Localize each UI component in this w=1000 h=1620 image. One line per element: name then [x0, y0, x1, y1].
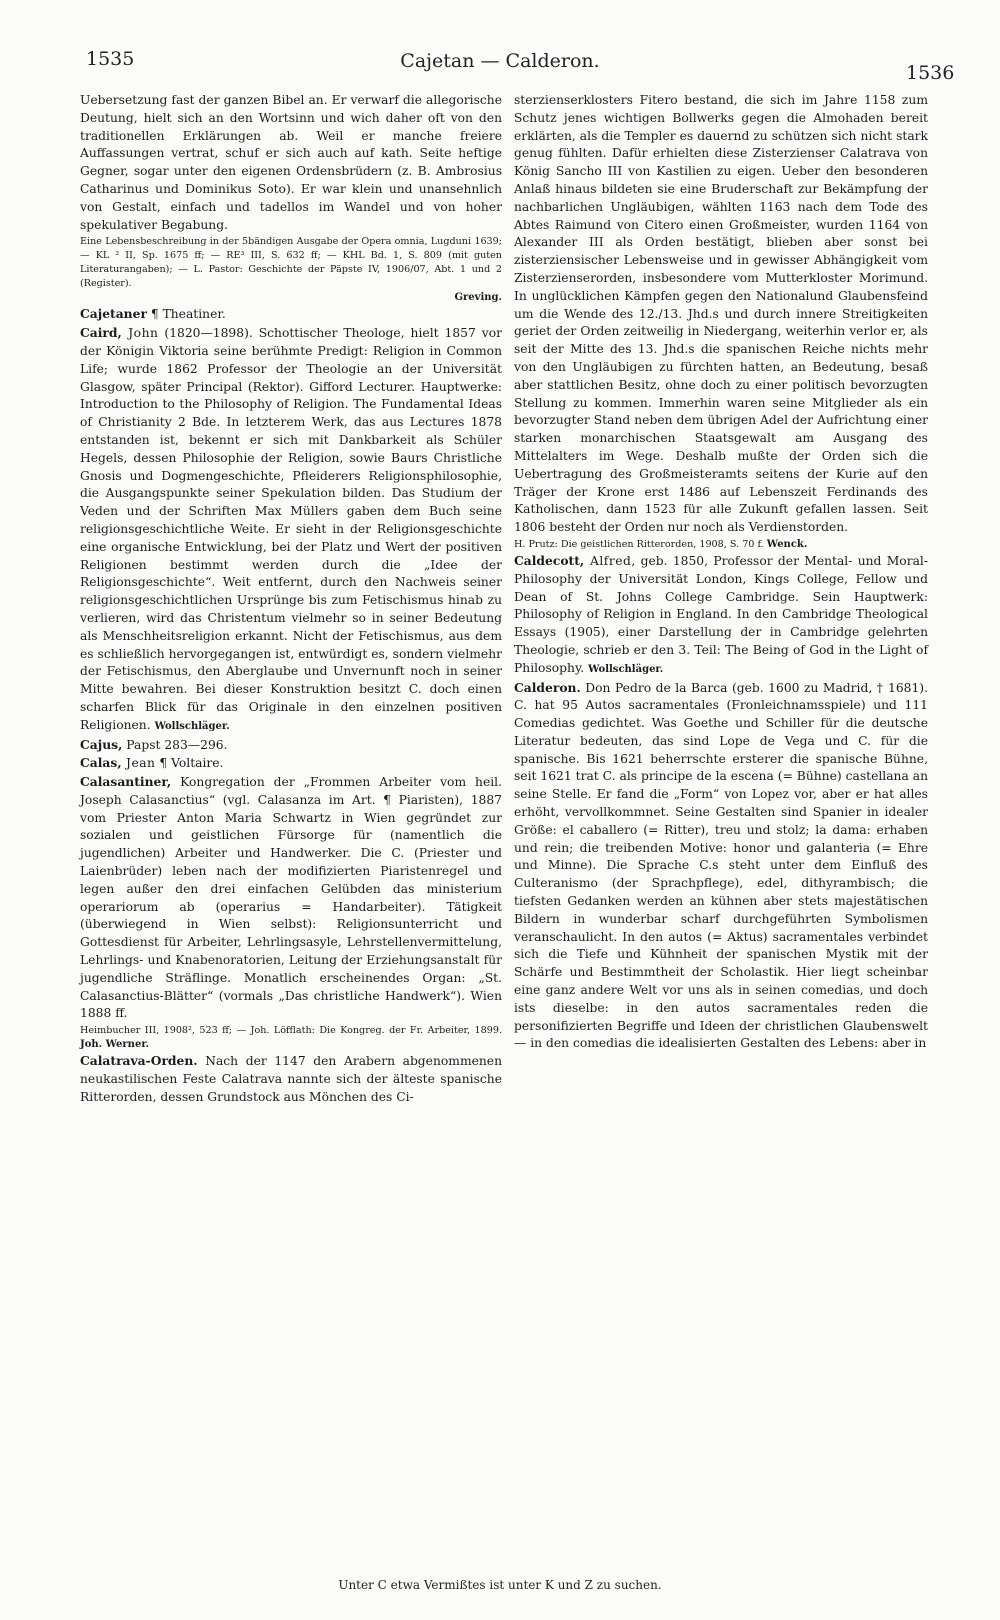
- calatrava-literature-text: H. Prutz: Die geistlichen Ritterorden, 1908, S. 70 f.: [514, 538, 764, 550]
- entry-forename: Jean: [121, 756, 156, 771]
- entry-headword: Calatrava-Orden.: [80, 1053, 198, 1069]
- entry-text: Don Pedro de la Barca (geb. 1600 zu Madrid, † 1681). C. hat 95 Autos sacramentales (Fronleichnamsspiele) und 111 Comedias gedichtet. Was Goethe und Schiller für die deutsche Literatur bedeuten, das sind Lope de Vega und C. für die spanische. Bis 1621 beherrschte ersterer die spanische Bühne, seit 1621 trat C. als principe de la escena (= Bühne) castellana an seine Stelle. Er fand die „Form“ von Lopez vor, aber er hat alles erhöht, vervollkommnet. Seine Gestalten sind Spanier in idealer Größe: el caballero (= Ritter), treu und stolz; la dama: erhaben und rein; die treibenden Motive: honor und galanteria (= Ehre und Minne). Die Sprache C.s steht unter dem Einfluß des Culteranismo (der Sprachpflege), edel, dithyrambisch; die tiefsten Gedanken werden an kühnen aber stets majestätischen Bildern in wunderbar scharf durchgeführten Symbolismen veranschaulicht. In den autos (= Aktus) sacramentales verbindet sich die Tiefe und Kühnheit der spanischen Mystik mit der Schärfe und Bestimmtheit der Scholastik. Hier liegt scheinbar eine ganz andere Welt vor uns als in seinen comedias, und doch ists dieselbe: in den autos sacramentales reden die personifizierten Begriffe und Ideen der christlichen Glaubenswelt — in den comedias die idealisierten Gestalten des Lebens: aber in: [514, 680, 928, 1051]
- entry-text: Papst 283—296.: [122, 737, 228, 752]
- running-title: Cajetan — Calderon.: [400, 50, 600, 72]
- author-signature: Joh. Werner.: [80, 1039, 150, 1051]
- entry-headword: Calasantiner,: [80, 774, 172, 790]
- entry-calderon: [514, 679, 928, 1054]
- entry-text: , geb. 1850, Professor der Mental- und Moral-Philosophy der Universität London, Kings College, Fellow und Dean of St. Johns College Cambridge. Sein Hauptwerk: Philosophy of Religion in England. In den Cambridge Theological Essays (1905), einer Darstellung der in Cambridge gelehrten Theologie, schrieb er den 3. Teil: The Being of God in the Light of Philosophy.: [514, 553, 928, 675]
- entry-text: ¶ Theatiner.: [146, 307, 226, 322]
- author-signature: Wollschläger.: [588, 663, 664, 675]
- entry-forename: Alfred: [584, 553, 632, 568]
- cajetan-literature: [80, 235, 502, 305]
- page-number-left: 1535: [86, 48, 135, 70]
- author-signature: Greving.: [454, 292, 502, 304]
- cajetan-literature-text: Eine Lebensbeschreibung in der 5bändigen Ausgabe der Opera omnia, Lugduni 1639; — KL ² II, Sp. 1675 ff; — RE³ III, S. 632 ff; — KHL Bd. 1, S. 809 (mit guten Literaturangaben); — L. Pastor: Geschichte der Päpste IV, 1906/07, Abt. 1 und 2 (Register).: [80, 236, 502, 290]
- author-signature: Wenck.: [766, 538, 808, 550]
- left-column: [80, 92, 502, 1107]
- entry-text: ¶ Voltaire.: [155, 756, 224, 771]
- entry-caldecott: [514, 552, 928, 679]
- entry-headword: Cajus,: [80, 736, 123, 752]
- entry-text: Kongregation der „Frommen Arbeiter vom heil. Joseph Calasanctius“ (vgl. Calasanza im Art. ¶ Piaristen), 1887 vom Priester Anton Maria Schwartz in Wien gegründet zur sozialen und geistlichen Fürsorge für (namentlich die jugendlichen) Arbeiter und Handwerker. Die C. (Priester und Laienbrüder) leben nach der modifizierten Piaristenregel und legen außer den drei einfachen Gelübden das ministerium operariorum ab (operarius = Handarbeiter). Tätigkeit (überwiegend in Wien selbst): Religionsunterricht und Gottesdienst für Arbeiter, Lehrlingsasyle, Lehrstellenvermittelung, Lehrlings- und Knabenoratorien, Leitung der Erziehungsanstalt für jugendliche Sträflinge. Monatlich erscheinendes Organ: „St. Calasanctius-Blätter“ (vormals „Das christliche Handwerk“). Wien 1888 ff.: [80, 775, 502, 1021]
- entry-headword: Caldecott,: [514, 552, 585, 568]
- entry-forename: John: [121, 326, 159, 341]
- calasantiner-literature: [80, 1024, 502, 1052]
- entry-cajetaner: [80, 305, 502, 324]
- entry-calatrava-orden: [80, 1052, 502, 1106]
- entry-calas: [80, 754, 502, 773]
- entry-headword: Caird,: [80, 325, 122, 341]
- entry-text: (1820—1898). Schottischer Theologe, hielt 1857 vor der Königin Viktoria seine berühmte Predigt: Religion in Common Life; wurde 1862 Professor der Theologie an der Universität Glasgow, später Principal (Rektor). Gifford Lecturer. Hauptwerke: Introduction to the Philosophy of Religion. The Fundamental Ideas of Christianity 2 Bde. In letzterem Werk, das aus Lectures 1878 entstanden ist, bekennt er sich mit Dankbarkeit als Schüler Hegels, dessen Philosophie der Religion, sowie Baurs Christliche Gnosis und Dogmengeschichte, Pfleiderers Religionsphilosophie, die Ausgangspunkte seiner Spekulation bilden. Das Studium der Veden und der Schriften Max Müllers gaben dem Buch seine religionsgeschichtliche Weite. Er sieht in der Religionsgeschichte eine organische Entwicklung, bei der Platz und Wert der positiven Religionen bestimmt werden durch die „Idee der Religionsgeschichte“. Weit entfernt, durch den Nachweis seiner religionsgeschichtlichen Ursprünge bis zum Fetischismus hinab zu verlieren, wird das Christentum vielmehr so in seiner Bedeutung als Menschheitsreligion erkannt. Nicht der Fetischismus, aus dem es schließlich hervorgegangen ist, entwürdigt es, sondern vielmehr der Fetischismus, den Aberglaube und Unvernunft noch in seiner Mitte bewahren. Bei dieser Konstruktion besitzt C. doch einen scharfen Blick für das Originale in den einzelnen positiven Religionen.: [80, 326, 502, 732]
- author-signature: Wollschläger.: [154, 720, 230, 732]
- calatrava-literature: [514, 538, 928, 552]
- right-column: [514, 92, 928, 1053]
- entry-text: Nach der 1147 den Arabern abgenommenen neukastilischen Feste Calatrava nannte sich der älteste spanische Ritterorden, dessen Grundstock aus Mönchen des Ci-: [80, 1054, 502, 1104]
- page-number-right: 1536: [906, 62, 955, 84]
- entry-caird: [80, 324, 502, 735]
- entry-headword: Calderon.: [514, 679, 581, 695]
- cajetan-entry-continuation: Uebersetzung fast der ganzen Bibel an. Er verwarf die allegorische Deutung, hielt sich an den Wortsinn und wich daher oft von den traditionellen Erklärungen ab. Weil er manche freiere Auffassungen vertrat, schuf er sich auch auf kath. Seite heftige Gegner, sogar unter den eigenen Ordensbrüdern (z. B. Ambrosius Catharinus und Dominikus Soto). Er war klein und unansehnlich von Gestalt, einfach und tadellos im Wandel und von hoher spekulativer Begabung.: [80, 93, 502, 232]
- calasantiner-literature-text: Heimbucher III, 1908², 523 ff; — Joh. Löfflath: Die Kongreg. der Fr. Arbeiter, 1899.: [80, 1025, 502, 1037]
- entry-headword: Cajetaner: [80, 306, 147, 322]
- calatrava-entry-continuation: sterzienserklosters Fitero bestand, die sich im Jahre 1158 zum Schutz jenes wichtigen Bollwerks gegen die Almohaden bereit erklärten, als die Templer es dauernd zu schützen sich nicht stark genug fühlten. Dafür erhielten diese Zisterzienser Calatrava von König Sancho III von Kastilien zu eigen. Ueber den besonderen Anlaß hinaus bildeten sie eine Bruderschaft zur Bekämpfung der nachbarlichen Ungläubigen, wählten 1163 nach dem Tode des Abtes Raimund von Citero einen Großmeister, wurden 1164 von Alexander III als Orden bestätigt, blieben aber sonst bei zisterziensischer Lebensweise und in gewisser Abhängigkeit vom Zisterzienserorden, insbesondere vom Mutterkloster Morimund. In unglücklichen Kämpfen gegen den Nationalund Glaubensfeind um die Wende des 12./13. Jhd.s und durch innere Streitigkeiten geriet der Orden zeitweilig in Niedergang, weiterhin verlor er, als seit der Mitte des 13. Jhd.s die spanischen Reiche nichts mehr von den Ungläubigen zu fürchten hatten, an Bedeutung, besaß aber stattlichen Besitz, ohne doch zu einer politisch bevorzugten Stellung zu kommen. Immerhin waren seine Mitglieder als ein bevorzugter Stand neben dem übrigen Adel der Aufrichtung einer starken monarchischen Staatsgewalt am Ausgang des Mittelalters im Wege. Deshalb mußte der Orden sich die Uebertragung des Großmeisteramts seitens der Kurie auf den Träger der Krone erst 1486 auf Lebenszeit Ferdinands des Katholischen, dann 1523 für alle Zukunft gefallen lassen. Seit 1806 besteht der Orden nur noch als Verdienstorden.: [514, 93, 928, 535]
- entry-headword: Calas,: [80, 755, 122, 771]
- entry-calasantiner: [80, 773, 502, 1023]
- page-footer-note: Unter C etwa Vermißtes ist unter K und Z zu suchen.: [338, 1578, 662, 1592]
- entry-cajus: [80, 736, 502, 755]
